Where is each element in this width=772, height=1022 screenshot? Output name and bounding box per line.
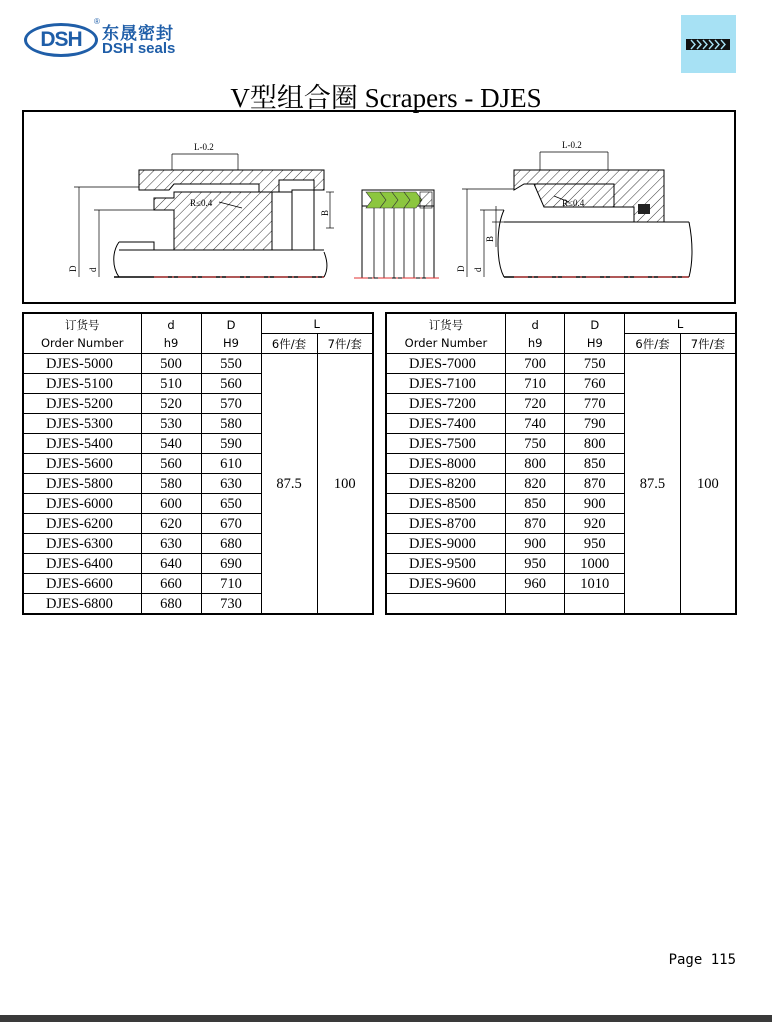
order-number-cell: DJES-6600 [23, 574, 141, 594]
order-number-cell: DJES-7500 [386, 434, 505, 454]
order-number-cell: DJES-9600 [386, 574, 505, 594]
d-cell: 500 [141, 354, 201, 374]
D-cell: 590 [201, 434, 261, 454]
D-cell: 550 [201, 354, 261, 374]
left-B-label: B [320, 209, 330, 216]
D-cell: 790 [565, 414, 625, 434]
L7-value-cell: 100 [317, 354, 373, 615]
d-cell: 950 [505, 554, 565, 574]
D-header-tolerance: H9 [223, 335, 239, 350]
D-cell: 560 [201, 374, 261, 394]
left-L-label: L-0.2 [194, 142, 214, 152]
order-number-header [386, 313, 505, 354]
D-cell: 630 [201, 474, 261, 494]
L7-value-cell: 100 [680, 354, 736, 615]
d-cell: 800 [505, 454, 565, 474]
left-R-label: R≤0.4 [190, 198, 213, 208]
order-number-cell: DJES-5400 [23, 434, 141, 454]
D-cell: 750 [565, 354, 625, 374]
order-number-cell: DJES-5200 [23, 394, 141, 414]
D-header-tolerance: H9 [586, 335, 603, 350]
L6-header: 6件/套 [625, 334, 681, 354]
logo-chinese-name: 东晟密封 [102, 24, 174, 44]
D-cell: 650 [201, 494, 261, 514]
d-header-label: d [531, 317, 539, 332]
D-header-label: D [590, 317, 600, 332]
order-number-cell: DJES-8200 [386, 474, 505, 494]
d-cell: 850 [505, 494, 565, 514]
empty-cell [505, 594, 565, 615]
d-cell: 520 [141, 394, 201, 414]
order-number-cell: DJES-7000 [386, 354, 505, 374]
d-cell: 630 [141, 534, 201, 554]
d-cell: 960 [505, 574, 565, 594]
right-installation-drawing [456, 140, 692, 277]
order-number-cell: DJES-7400 [386, 414, 505, 434]
left-d-label: d [88, 267, 98, 272]
L7-header: 7件/套 [680, 334, 736, 354]
order-number-cell: DJES-6800 [23, 594, 141, 615]
d-cell: 580 [141, 474, 201, 494]
right-D-label: D [456, 265, 466, 272]
d-cell: 660 [141, 574, 201, 594]
D-cell: 800 [565, 434, 625, 454]
order-number-cell: DJES-6300 [23, 534, 141, 554]
v-seal-set-drawing [354, 190, 439, 278]
d-header [505, 313, 565, 354]
table-row [23, 354, 373, 374]
d-cell: 530 [141, 414, 201, 434]
L6-header: 6件/套 [261, 334, 317, 354]
order-header-en: Order Number [404, 335, 488, 350]
d-header-tolerance: h9 [527, 335, 543, 350]
D-cell: 760 [565, 374, 625, 394]
order-number-cell: DJES-5800 [23, 474, 141, 494]
logo-mark: DSH [24, 23, 98, 57]
left-D-label: D [68, 265, 78, 272]
d-cell: 700 [505, 354, 565, 374]
right-d-label: d [473, 267, 483, 272]
D-header [565, 313, 625, 354]
D-cell: 920 [565, 514, 625, 534]
right-L-label: L-0.2 [562, 140, 582, 150]
L-header: L [625, 313, 736, 334]
empty-cell [386, 594, 505, 615]
d-header-tolerance: h9 [163, 335, 179, 350]
D-cell: 770 [565, 394, 625, 414]
d-cell: 680 [141, 594, 201, 615]
D-cell: 690 [201, 554, 261, 574]
D-cell: 580 [201, 414, 261, 434]
logo-trademark: ® [94, 17, 100, 26]
D-cell: 710 [201, 574, 261, 594]
D-cell: 610 [201, 454, 261, 474]
L-header: L [261, 313, 373, 334]
order-number-cell: DJES-7200 [386, 394, 505, 414]
L6-value-cell: 87.5 [625, 354, 681, 615]
bottom-bar [0, 1015, 772, 1022]
order-number-cell: DJES-9500 [386, 554, 505, 574]
order-number-cell: DJES-9000 [386, 534, 505, 554]
order-number-cell: DJES-6200 [23, 514, 141, 534]
order-header-cn: 订货号 [428, 317, 464, 332]
logo-english-name: DSH seals [102, 40, 176, 57]
order-number-cell: DJES-8500 [386, 494, 505, 514]
order-number-cell: DJES-6400 [23, 554, 141, 574]
right-R-label: R≤0.4 [562, 198, 585, 208]
page-number: Page 115 [668, 952, 736, 968]
right-size-table [385, 312, 737, 615]
company-logo [24, 17, 184, 61]
left-installation-drawing [68, 142, 334, 277]
L7-header: 7件/套 [317, 334, 373, 354]
D-cell: 900 [565, 494, 625, 514]
D-cell: 730 [201, 594, 261, 615]
D-cell: 850 [565, 454, 625, 474]
order-number-cell: DJES-8700 [386, 514, 505, 534]
D-cell: 680 [201, 534, 261, 554]
order-number-header [23, 313, 141, 354]
table-row [386, 354, 736, 374]
d-cell: 640 [141, 554, 201, 574]
d-cell: 820 [505, 474, 565, 494]
technical-drawing [22, 110, 736, 304]
d-cell: 600 [141, 494, 201, 514]
d-cell: 870 [505, 514, 565, 534]
L6-value-cell: 87.5 [261, 354, 317, 615]
D-cell: 570 [201, 394, 261, 414]
d-header-label: d [167, 317, 175, 332]
d-cell: 510 [141, 374, 201, 394]
order-header-en: Order Number [40, 335, 124, 350]
order-number-cell: DJES-6000 [23, 494, 141, 514]
d-cell: 710 [505, 374, 565, 394]
empty-cell [565, 594, 625, 615]
D-cell: 870 [565, 474, 625, 494]
right-B-label: B [485, 235, 495, 242]
d-cell: 900 [505, 534, 565, 554]
chevron-seal-icon [681, 15, 736, 73]
page-title: V型组合圈 Scrapers - DJES [230, 83, 542, 113]
order-number-cell: DJES-7100 [386, 374, 505, 394]
order-number-cell: DJES-5000 [23, 354, 141, 374]
D-header-label: D [226, 317, 236, 332]
D-cell: 1000 [565, 554, 625, 574]
d-cell: 750 [505, 434, 565, 454]
d-cell: 740 [505, 414, 565, 434]
d-cell: 540 [141, 434, 201, 454]
order-number-cell: DJES-5100 [23, 374, 141, 394]
order-number-cell: DJES-8000 [386, 454, 505, 474]
d-header [141, 313, 201, 354]
D-cell: 950 [565, 534, 625, 554]
D-header [201, 313, 261, 354]
order-number-cell: DJES-5600 [23, 454, 141, 474]
left-size-table [22, 312, 374, 615]
D-cell: 1010 [565, 574, 625, 594]
d-cell: 560 [141, 454, 201, 474]
order-header-cn: 订货号 [65, 317, 100, 332]
d-cell: 620 [141, 514, 201, 534]
order-number-cell: DJES-5300 [23, 414, 141, 434]
D-cell: 670 [201, 514, 261, 534]
d-cell: 720 [505, 394, 565, 414]
